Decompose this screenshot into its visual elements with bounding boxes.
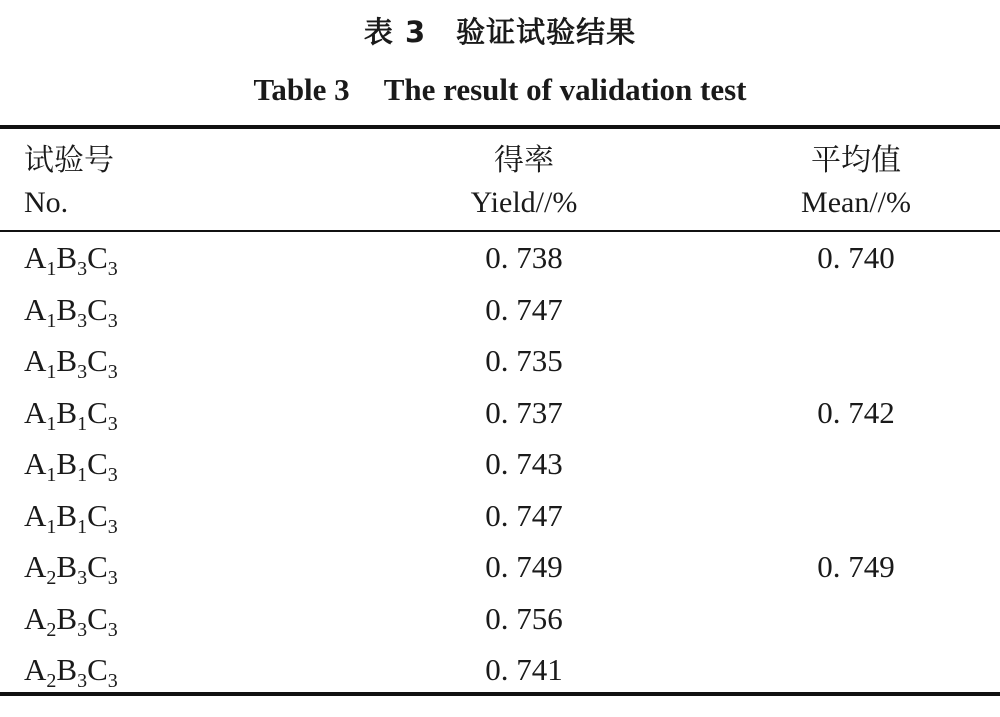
header-no-en: No. [24, 186, 69, 219]
caption-cn-label: 表 3 [363, 15, 427, 49]
trial-no-cell: $A_1B_1C_3$ [24, 394, 118, 435]
header-mean [756, 140, 956, 224]
mean-cell: 0. 740 [817, 240, 895, 275]
trial-no-cell: $A_2B_3C_3$ [24, 600, 118, 641]
mean-cell: 0. 742 [817, 394, 895, 430]
yield-cell: 0. 747 [485, 291, 563, 327]
table-row [0, 593, 1000, 645]
header-no-cn: 试验号 [24, 143, 114, 178]
yield-cell: 0. 749 [485, 549, 563, 584]
header-yield-en: Yield//% [470, 186, 578, 219]
table-bottom-rule [0, 692, 1000, 696]
table-row [0, 438, 1000, 490]
trial-no-cell: $A_1B_3C_3$ [24, 291, 118, 332]
yield-cell: 0. 756 [485, 600, 563, 636]
header-mean-cn: 平均值 [811, 143, 901, 178]
table-caption-cn [0, 12, 1000, 52]
header-no [24, 140, 114, 224]
trial-no-cell: $A_1B_1C_3$ [24, 446, 118, 486]
table-body [0, 232, 1000, 696]
trial-no-cell: $A_1B_3C_3$ [24, 343, 118, 383]
trial-no-cell: $A_1B_1C_3$ [24, 497, 118, 538]
header-yield-cn: 得率 [494, 143, 554, 178]
trial-no-cell: $A_1B_3C_3$ [24, 240, 118, 280]
trial-no-cell: $A_2B_3C_3$ [24, 549, 118, 589]
table-caption-en [0, 70, 1000, 110]
table-row [0, 335, 1000, 387]
table-row [0, 387, 1000, 439]
caption-cn-title: 验证试验结果 [456, 15, 637, 49]
yield-cell: 0. 741 [485, 652, 563, 687]
header-yield [424, 140, 624, 224]
table-row [0, 284, 1000, 336]
table-top-rule [0, 125, 1000, 129]
yield-cell: 0. 743 [485, 446, 563, 481]
yield-cell: 0. 735 [485, 343, 563, 378]
caption-en-title: The result of validation test [383, 72, 747, 107]
table-row [0, 644, 1000, 696]
caption-en-label: Table 3 [253, 72, 350, 107]
table-row [0, 541, 1000, 593]
table-row [0, 490, 1000, 542]
yield-cell: 0. 738 [485, 240, 563, 275]
yield-cell: 0. 737 [485, 394, 563, 430]
mean-cell: 0. 749 [817, 549, 895, 584]
table-row [0, 232, 1000, 284]
yield-cell: 0. 747 [485, 497, 563, 533]
trial-no-cell: $A_2B_3C_3$ [24, 652, 118, 692]
header-mean-en: Mean//% [801, 186, 911, 219]
